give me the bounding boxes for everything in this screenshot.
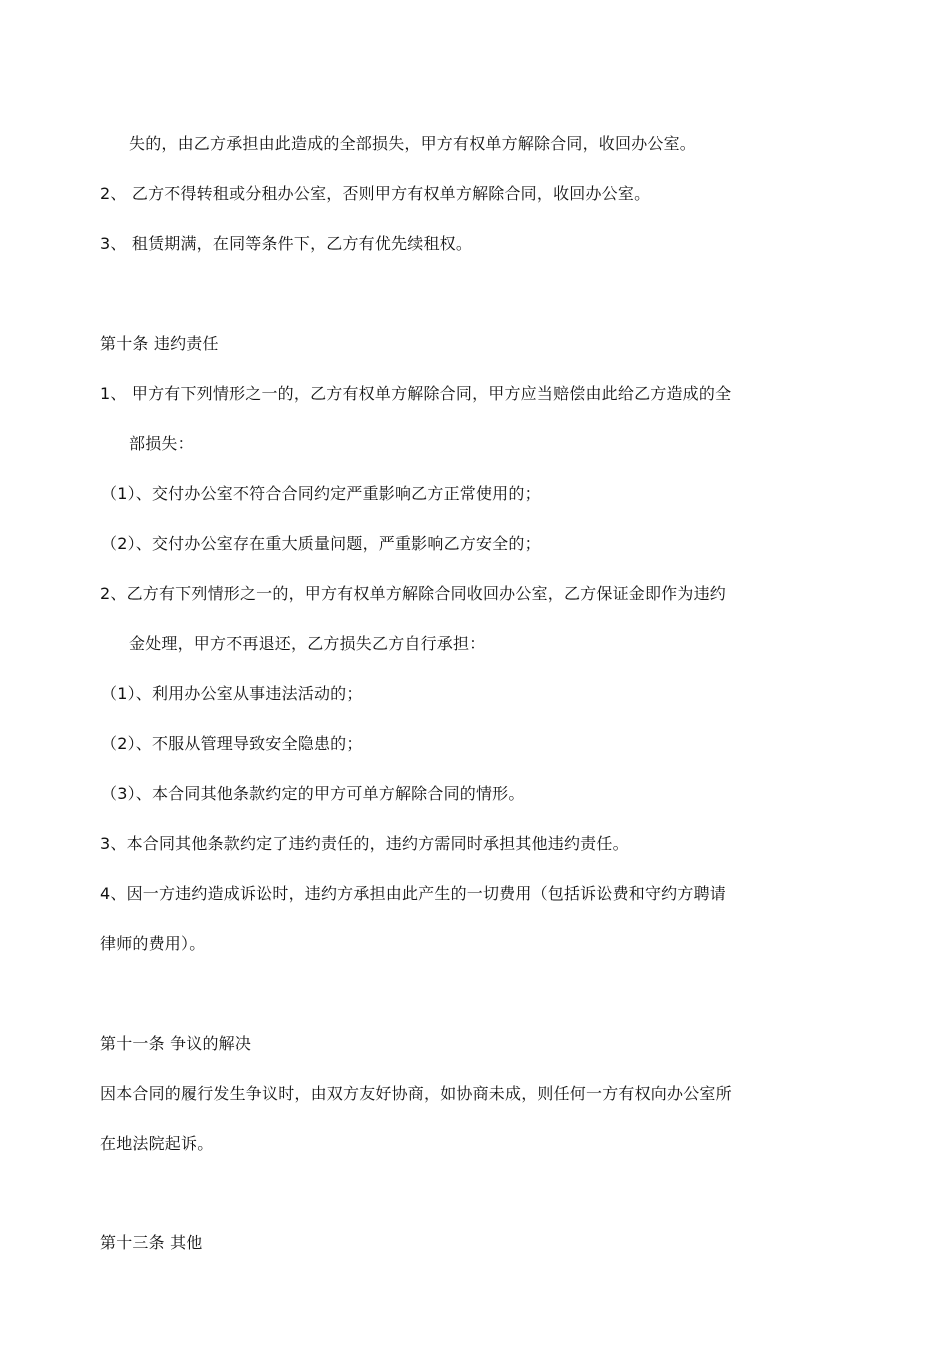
list-item: 1、 甲方有下列情形之一的，乙方有权单方解除合同，甲方应当赔偿由此给乙方造成的全: [100, 384, 732, 403]
sub-list-item: （2）、不服从管理导致安全隐患的；: [101, 734, 363, 753]
sub-list-item: （2）、交付办公室存在重大质量问题，严重影响乙方安全的；: [101, 534, 541, 553]
text-line: 律师的费用）。: [100, 934, 206, 953]
text-line: 部损失：: [129, 434, 194, 453]
section-heading: 第十条 违约责任: [100, 334, 219, 353]
text-line: 失的，由乙方承担由此造成的全部损失，甲方有权单方解除合同，收回办公室。: [129, 134, 697, 153]
list-item: 2、乙方有下列情形之一的，甲方有权单方解除合同收回办公室，乙方保证金即作为违约: [100, 584, 726, 603]
sub-list-item: （3）、本合同其他条款约定的甲方可单方解除合同的情形。: [101, 784, 525, 803]
section-heading: 第十一条 争议的解决: [100, 1034, 252, 1053]
sub-list-item: （1）、利用办公室从事违法活动的；: [101, 684, 363, 703]
text-line: 因本合同的履行发生争议时，由双方友好协商，如协商未成，则任何一方有权向办公室所: [100, 1084, 732, 1103]
sub-list-item: （1）、交付办公室不符合合同约定严重影响乙方正常使用的；: [101, 484, 541, 503]
section-heading: 第十三条 其他: [100, 1233, 203, 1252]
text-line: 在地法院起诉。: [100, 1134, 214, 1153]
list-item: 3、本合同其他条款约定了违约责任的，违约方需同时承担其他违约责任。: [100, 834, 629, 853]
list-item: 2、 乙方不得转租或分租办公室，否则甲方有权单方解除合同，收回办公室。: [100, 184, 651, 203]
list-item: 4、因一方违约造成诉讼时，违约方承担由此产生的一切费用（包括诉讼费和守约方聘请: [100, 884, 726, 903]
text-line: 金处理，甲方不再退还，乙方损失乙方自行承担：: [129, 634, 486, 653]
list-item: 3、 租赁期满，在同等条件下，乙方有优先续租权。: [100, 234, 473, 253]
